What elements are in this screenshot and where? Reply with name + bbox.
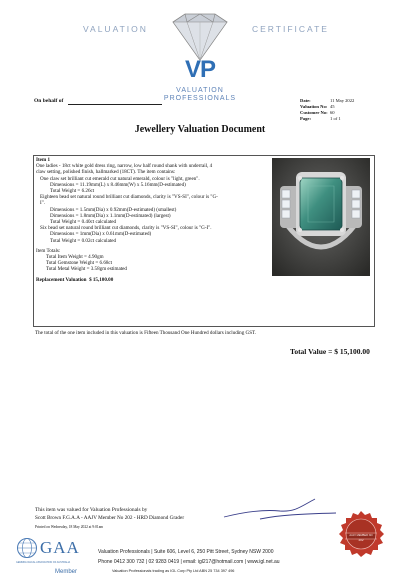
behalf-label: On behalf of [34, 98, 64, 104]
stone-2-dim-large: Dimensions = 1.8mm(Dia) x 1.1mm(D-estimated) (largest) [50, 212, 171, 219]
total-gemstone-weight: Total Gemstone Weight = 6.68ct [46, 260, 113, 267]
company-abn: Valuation Professionals trading as IGL Corp Pty Ltd ABN 25 734 397 496 [112, 569, 235, 573]
signature [220, 495, 340, 525]
gaa-logo-text: GAA [40, 538, 80, 557]
meta-valuation-no: Valuation No: 45 [300, 104, 335, 109]
stone-1-weight: Total Weight = 6.26ct [50, 188, 95, 195]
total-item-weight: Total Item Weight = 4.90gm [46, 254, 104, 261]
behalf-line [68, 104, 162, 105]
total-value: Total Value = $ 15,100.00 [290, 347, 370, 356]
item-details [36, 157, 271, 283]
item-desc-2: claw setting, polished finish, hallmarked (18CT). The item contains: [36, 169, 176, 176]
header-left-title: VALUATION [83, 24, 148, 34]
stone-1-desc: One claw set brilliant cut emerald cut natural emerald, colour is "light, green". [40, 175, 200, 182]
document-title: Jewellery Valuation Document [134, 124, 266, 135]
stone-2-dim-small: Dimensions = 1.5mm(Dia) x 0.92mm(D-estimated) (smallest) [50, 206, 177, 213]
logo-letters: VP [184, 56, 215, 83]
stone-2-weight: Total Weight = 0.40ct calculated [50, 219, 117, 226]
diamond-logo-icon [165, 12, 235, 62]
total-statement: The total of the one item included in this valuation is Fifteen Thousand One Hundred dollars including GST. [35, 330, 257, 336]
header-right-title: CERTIFICATE [252, 24, 329, 34]
item-heading: Item 1 [36, 157, 51, 163]
stone-1-dim: Dimensions = 11.19mm(L) x 8.46mm(W) x 5.16mm(D-estimated) [50, 181, 186, 188]
stone-3-dim: Dimensions = 1mm(Dia) x 0.61mm(D-estimated) [50, 231, 152, 238]
stone-2-desc: Eighteen bead set natural round brilliant cut diamonds, clarity is "VS-SI", colour is "G- [40, 194, 218, 201]
seal-text-1: AAJV MEMBER NO [349, 534, 373, 537]
stone-3-desc: Six bead set natural round brilliant cut diamonds, clarity is "VS-SI", colour is "G-I". [40, 225, 212, 232]
meta-block [300, 98, 354, 122]
ring-photo [272, 158, 370, 276]
logo-subtitle-1: VALUATION [176, 87, 224, 94]
printed-date: Printed on Wednesday, 18 May 2022 at 9:01am [35, 525, 104, 529]
item-desc-1: One ladies - 18ct white gold dress ring, narrow, low half round shank with underrail, 4 [36, 163, 213, 170]
total-metal-weight: Total Metal Weight = 3.58gm estimated [46, 266, 127, 273]
gaa-subtitle: GEMMOLOGICAL ASSOCIATION OF AUSTRALIA [16, 561, 71, 564]
meta-customer-no: Customer No: 60 [300, 110, 335, 115]
valued-for-text: This item was valued for Valuation Professionals by [35, 507, 148, 513]
meta-date: Date: 11 May 2022 [300, 98, 355, 103]
logo-subtitle-2: PROFESSIONALS [163, 95, 237, 102]
item-totals-heading: Item Totals: [36, 247, 61, 254]
replacement-valuation: Replacement Valuation $ 15,100.00 [36, 276, 114, 283]
valuer-name: Scott Brown F.G.A.A - AAJV Member No 202 - HRD Diamond Grader [35, 515, 185, 521]
member-label: Member [55, 569, 78, 575]
meta-page: Page: 1 of 1 [300, 116, 341, 121]
gaa-globe-icon [16, 537, 38, 559]
stone-2-desc-cont: I". [40, 200, 46, 207]
company-address: Valuation Professionals | Suite 606, Level 6, 250 Pitt Street, Sydney NSW 2000 [98, 549, 274, 555]
company-contact: Phone 0412 300 732 | 02 9283 0419 | email: igl217@hotmail.com | www.igl.net.au [98, 559, 280, 565]
stone-3-weight: Total Weight = 0.02ct calculated [50, 237, 117, 244]
seal-text-2: 202 [358, 538, 364, 542]
